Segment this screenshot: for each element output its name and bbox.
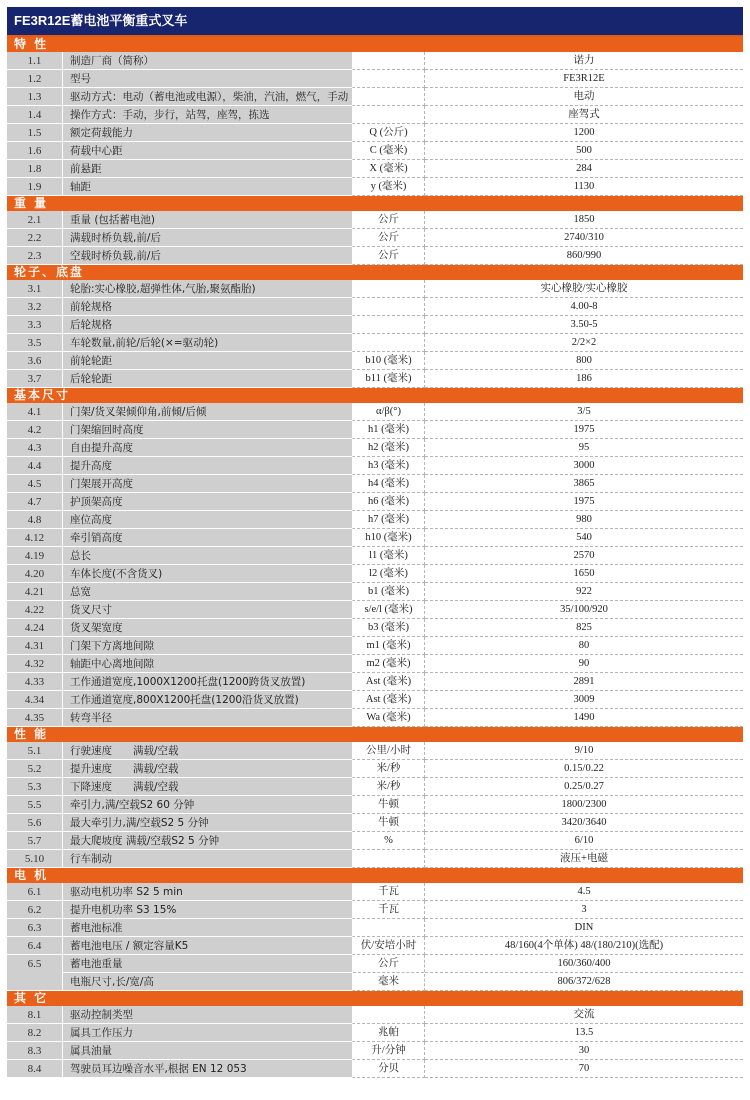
item-unit [352,298,425,316]
spec-row [7,832,743,850]
item-value: 980 [425,511,743,529]
item-description: 蓄电池标准 [63,919,352,937]
spec-row [7,1042,743,1060]
item-unit [352,1006,425,1024]
item-value: 2891 [425,673,743,691]
item-number: 6.4 [7,937,63,955]
item-description: 后轮轮距 [63,370,352,388]
item-value: 0.15/0.22 [425,760,743,778]
item-description: 自由提升高度 [63,439,352,457]
item-value: 922 [425,583,743,601]
item-number: 4.22 [7,601,63,619]
item-number: 1.3 [7,88,63,106]
section-header: 轮子、底盘 [7,265,743,280]
spec-row [7,955,743,991]
spec-row [7,547,743,565]
item-number: 8.4 [7,1060,63,1078]
spec-row [7,475,743,493]
spec-row [7,211,743,229]
item-unit: 牛顿 [352,796,425,814]
item-description: 提升高度 [63,457,352,475]
item-value: 电动 [425,88,743,106]
item-description: 提升电机功率 S3 15% [63,901,352,919]
item-description: 座位高度 [63,511,352,529]
item-value: 3/5 [425,403,743,421]
item-description: 工作通道宽度,1000X1200托盘(1200跨货叉放置) [63,673,352,691]
item-unit: 升/分钟 [352,1042,425,1060]
item-value-part: 160/360/400 [425,955,743,973]
item-number: 2.2 [7,229,63,247]
item-description: 最大爬坡度 满载/空载S2 5 分钟 [63,832,352,850]
item-description: 满载时桥负载,前/后 [63,229,352,247]
item-number: 4.5 [7,475,63,493]
item-value: 500 [425,142,743,160]
item-value: 70 [425,1060,743,1078]
item-value: 825 [425,619,743,637]
item-unit: 公斤 [352,247,425,265]
item-description: 货叉架宽度 [63,619,352,637]
item-description: 操作方式：手动，步行，站驾，座驾，拣选 [63,106,352,124]
item-number: 3.1 [7,280,63,298]
spec-row [7,601,743,619]
spec-row [7,637,743,655]
item-unit-part: 毫米 [378,976,399,987]
item-value: 186 [425,370,743,388]
spec-row [7,709,743,727]
spec-row [7,619,743,637]
item-number: 5.5 [7,796,63,814]
item-unit: 牛顿 [352,814,425,832]
spec-row [7,88,743,106]
item-unit: Q (公斤) [352,124,425,142]
spec-row [7,247,743,265]
item-unit: b1 (毫米) [352,583,425,601]
item-unit: m2 (毫米) [352,655,425,673]
item-value: 6/10 [425,832,743,850]
item-description: 转弯半径 [63,709,352,727]
item-description-part: 蓄电池重量 [63,955,352,973]
item-value: 2740/310 [425,229,743,247]
item-unit: 兆帕 [352,1024,425,1042]
item-value: 座驾式 [425,106,743,124]
item-number: 5.7 [7,832,63,850]
item-number: 4.19 [7,547,63,565]
item-unit: 公斤 [352,229,425,247]
spec-row [7,778,743,796]
spec-row [7,178,743,196]
item-value: 1490 [425,709,743,727]
item-value: 1975 [425,421,743,439]
item-number: 1.5 [7,124,63,142]
spec-row [7,919,743,937]
spec-row [7,814,743,832]
item-unit: 公里/小时 [352,742,425,760]
item-description: 蓄电池电压 / 额定容量K5 [63,937,352,955]
item-number: 3.3 [7,316,63,334]
item-description [63,955,352,991]
section-header: 性 能 [7,727,743,742]
item-number: 1.9 [7,178,63,196]
item-description: 门架展开高度 [63,475,352,493]
item-value: 540 [425,529,743,547]
item-number: 4.21 [7,583,63,601]
item-value: 1850 [425,211,743,229]
item-value: 4.00-8 [425,298,743,316]
item-unit [352,919,425,937]
item-number: 8.1 [7,1006,63,1024]
spec-row [7,1006,743,1024]
item-description: 前悬距 [63,160,352,178]
item-unit: l1 (毫米) [352,547,425,565]
spec-table [7,37,743,1078]
item-description: 车体长度(不含货叉) [63,565,352,583]
item-unit [352,955,425,991]
spec-row [7,673,743,691]
item-description: 轴距 [63,178,352,196]
item-unit: Ast (毫米) [352,673,425,691]
item-number: 8.3 [7,1042,63,1060]
item-unit: h3 (毫米) [352,457,425,475]
item-value: 90 [425,655,743,673]
item-number: 4.7 [7,493,63,511]
spec-row [7,937,743,955]
item-description: 轴距中心离地间隙 [63,655,352,673]
spec-row [7,1024,743,1042]
item-unit: y (毫米) [352,178,425,196]
item-description: 总宽 [63,583,352,601]
item-description: 货叉尺寸 [63,601,352,619]
section-header: 特 性 [7,37,743,52]
document-title: FE3R12E蓄电池平衡重式叉车 [7,7,743,35]
item-number: 1.6 [7,142,63,160]
item-description: 驱动方式：电动（蓄电池或电源），柴油，汽油，燃气，手动 [63,88,352,106]
item-unit: α/β(°) [352,403,425,421]
item-description: 最大牵引力,满/空载S2 5 分钟 [63,814,352,832]
item-description: 工作通道宽度,800X1200托盘(1200沿货叉放置) [63,691,352,709]
item-description: 空载时桥负载,前/后 [63,247,352,265]
item-number: 1.1 [7,52,63,70]
spec-row [7,280,743,298]
item-unit: s/e/l (毫米) [352,601,425,619]
item-description: 门架缩回时高度 [63,421,352,439]
item-unit [352,106,425,124]
item-number: 5.2 [7,760,63,778]
spec-row [7,796,743,814]
item-value: 800 [425,352,743,370]
item-value: 13.5 [425,1024,743,1042]
item-description: 护顶架高度 [63,493,352,511]
item-description: 前轮轮距 [63,352,352,370]
item-number: 1.2 [7,70,63,88]
spec-row [7,529,743,547]
item-number: 4.1 [7,403,63,421]
item-value: 9/10 [425,742,743,760]
item-description: 额定荷载能力 [63,124,352,142]
item-unit [352,850,425,868]
item-description: 提升速度 满载/空载 [63,760,352,778]
item-unit: 米/秒 [352,778,425,796]
item-description: 后轮规格 [63,316,352,334]
item-number: 4.8 [7,511,63,529]
item-number: 4.34 [7,691,63,709]
item-unit: 公斤 [352,211,425,229]
item-unit: h2 (毫米) [352,439,425,457]
item-description: 制造厂商（简称） [63,52,352,70]
spec-row [7,439,743,457]
item-description: 驾驶员耳边噪音水平,根据 EN 12 053 [63,1060,352,1078]
item-value: 3420/3640 [425,814,743,832]
spec-row [7,52,743,70]
item-unit: h7 (毫米) [352,511,425,529]
item-value: 35/100/920 [425,601,743,619]
spec-row [7,124,743,142]
spec-row [7,106,743,124]
item-description: 总长 [63,547,352,565]
spec-row [7,334,743,352]
item-unit [352,334,425,352]
item-unit [352,316,425,334]
item-value: DIN [425,919,743,937]
item-unit: 千瓦 [352,901,425,919]
item-number: 8.2 [7,1024,63,1042]
item-description-part: 电瓶尺寸,长/宽/高 [70,976,154,988]
item-value: 1130 [425,178,743,196]
spec-row [7,493,743,511]
item-value: FE3R12E [425,70,743,88]
spec-row [7,70,743,88]
item-unit: h6 (毫米) [352,493,425,511]
spec-row [7,583,743,601]
item-description: 属具油量 [63,1042,352,1060]
item-number: 4.33 [7,673,63,691]
item-value-part: 806/372/628 [557,976,611,987]
item-value: 860/990 [425,247,743,265]
item-number: 6.1 [7,883,63,901]
item-description: 行驶速度 满载/空载 [63,742,352,760]
item-unit: h10 (毫米) [352,529,425,547]
item-value: 3000 [425,457,743,475]
spec-row [7,511,743,529]
spec-row [7,316,743,334]
item-value: 交流 [425,1006,743,1024]
item-number: 3.2 [7,298,63,316]
spec-row [7,403,743,421]
item-description: 属具工作压力 [63,1024,352,1042]
item-description: 重量 (包括蓄电池) [63,211,352,229]
item-unit: 分贝 [352,1060,425,1078]
item-value: 1200 [425,124,743,142]
spec-row [7,760,743,778]
spec-row [7,901,743,919]
item-number: 4.24 [7,619,63,637]
item-unit: 伏/安培小时 [352,937,425,955]
spec-row [7,142,743,160]
item-unit: 千瓦 [352,883,425,901]
item-description: 下降速度 满载/空载 [63,778,352,796]
item-value: 3 [425,901,743,919]
item-number: 2.3 [7,247,63,265]
item-number: 4.12 [7,529,63,547]
item-number: 4.32 [7,655,63,673]
item-unit: C (毫米) [352,142,425,160]
item-number: 1.8 [7,160,63,178]
item-unit: b3 (毫米) [352,619,425,637]
item-unit: h1 (毫米) [352,421,425,439]
item-number: 6.5 [7,955,63,991]
spec-row [7,655,743,673]
item-description: 牵引销高度 [63,529,352,547]
item-unit: l2 (毫米) [352,565,425,583]
item-value: 0.25/0.27 [425,778,743,796]
spec-row [7,883,743,901]
spec-row [7,352,743,370]
item-value: 48/160(4个单体) 48/(180/210)(选配) [425,937,743,955]
item-number: 1.4 [7,106,63,124]
item-description: 轮胎:实心橡胶,超弹性体,气胎,聚氨酯胎) [63,280,352,298]
item-value: 284 [425,160,743,178]
item-description: 驱动控制类型 [63,1006,352,1024]
item-number: 5.1 [7,742,63,760]
item-value: 4.5 [425,883,743,901]
item-unit: m1 (毫米) [352,637,425,655]
item-unit: b10 (毫米) [352,352,425,370]
item-number: 3.5 [7,334,63,352]
item-unit [352,280,425,298]
item-value: 2/2×2 [425,334,743,352]
item-description: 门架下方离地间隙 [63,637,352,655]
spec-row [7,691,743,709]
item-description: 门架/货叉架倾仰角,前倾/后倾 [63,403,352,421]
item-unit: 米/秒 [352,760,425,778]
item-description: 牵引力,满/空载S2 60 分钟 [63,796,352,814]
item-number: 2.1 [7,211,63,229]
section-header: 基本尺寸 [7,388,743,403]
spec-row [7,1060,743,1078]
item-value: 3009 [425,691,743,709]
item-number: 4.2 [7,421,63,439]
item-unit: Ast (毫米) [352,691,425,709]
item-number: 5.10 [7,850,63,868]
item-value: 诺力 [425,52,743,70]
item-number: 5.6 [7,814,63,832]
item-number: 4.35 [7,709,63,727]
item-unit-part: 公斤 [353,955,424,973]
spec-row [7,457,743,475]
item-number: 3.6 [7,352,63,370]
spec-row [7,229,743,247]
item-number: 4.31 [7,637,63,655]
item-unit: Wa (毫米) [352,709,425,727]
item-value: 80 [425,637,743,655]
item-value: 实心橡胶/实心橡胶 [425,280,743,298]
item-value: 30 [425,1042,743,1060]
item-value: 液压+电磁 [425,850,743,868]
item-description: 前轮规格 [63,298,352,316]
item-number: 4.20 [7,565,63,583]
section-header: 重 量 [7,196,743,211]
item-value: 1800/2300 [425,796,743,814]
item-unit: % [352,832,425,850]
spec-row [7,742,743,760]
item-unit [352,88,425,106]
item-unit: X (毫米) [352,160,425,178]
item-description: 型号 [63,70,352,88]
item-value: 95 [425,439,743,457]
item-number: 3.7 [7,370,63,388]
item-value: 3.50-5 [425,316,743,334]
item-description: 行车制动 [63,850,352,868]
item-description: 车轮数量,前轮/后轮(×=驱动轮) [63,334,352,352]
item-number: 6.2 [7,901,63,919]
item-value: 1975 [425,493,743,511]
item-number: 4.3 [7,439,63,457]
item-value [425,955,743,991]
spec-row [7,298,743,316]
spec-row [7,421,743,439]
item-number: 5.3 [7,778,63,796]
item-unit: h4 (毫米) [352,475,425,493]
item-description: 荷载中心距 [63,142,352,160]
spec-row [7,160,743,178]
spec-row [7,850,743,868]
item-value: 2570 [425,547,743,565]
item-description: 驱动电机功率 S2 5 min [63,883,352,901]
item-unit [352,70,425,88]
spec-row [7,565,743,583]
item-number: 4.4 [7,457,63,475]
spec-row [7,370,743,388]
item-value: 1650 [425,565,743,583]
section-header: 其 它 [7,991,743,1006]
section-header: 电 机 [7,868,743,883]
item-unit: b11 (毫米) [352,370,425,388]
item-number: 6.3 [7,919,63,937]
item-value: 3865 [425,475,743,493]
item-unit [352,52,425,70]
spec-sheet [7,7,743,1078]
